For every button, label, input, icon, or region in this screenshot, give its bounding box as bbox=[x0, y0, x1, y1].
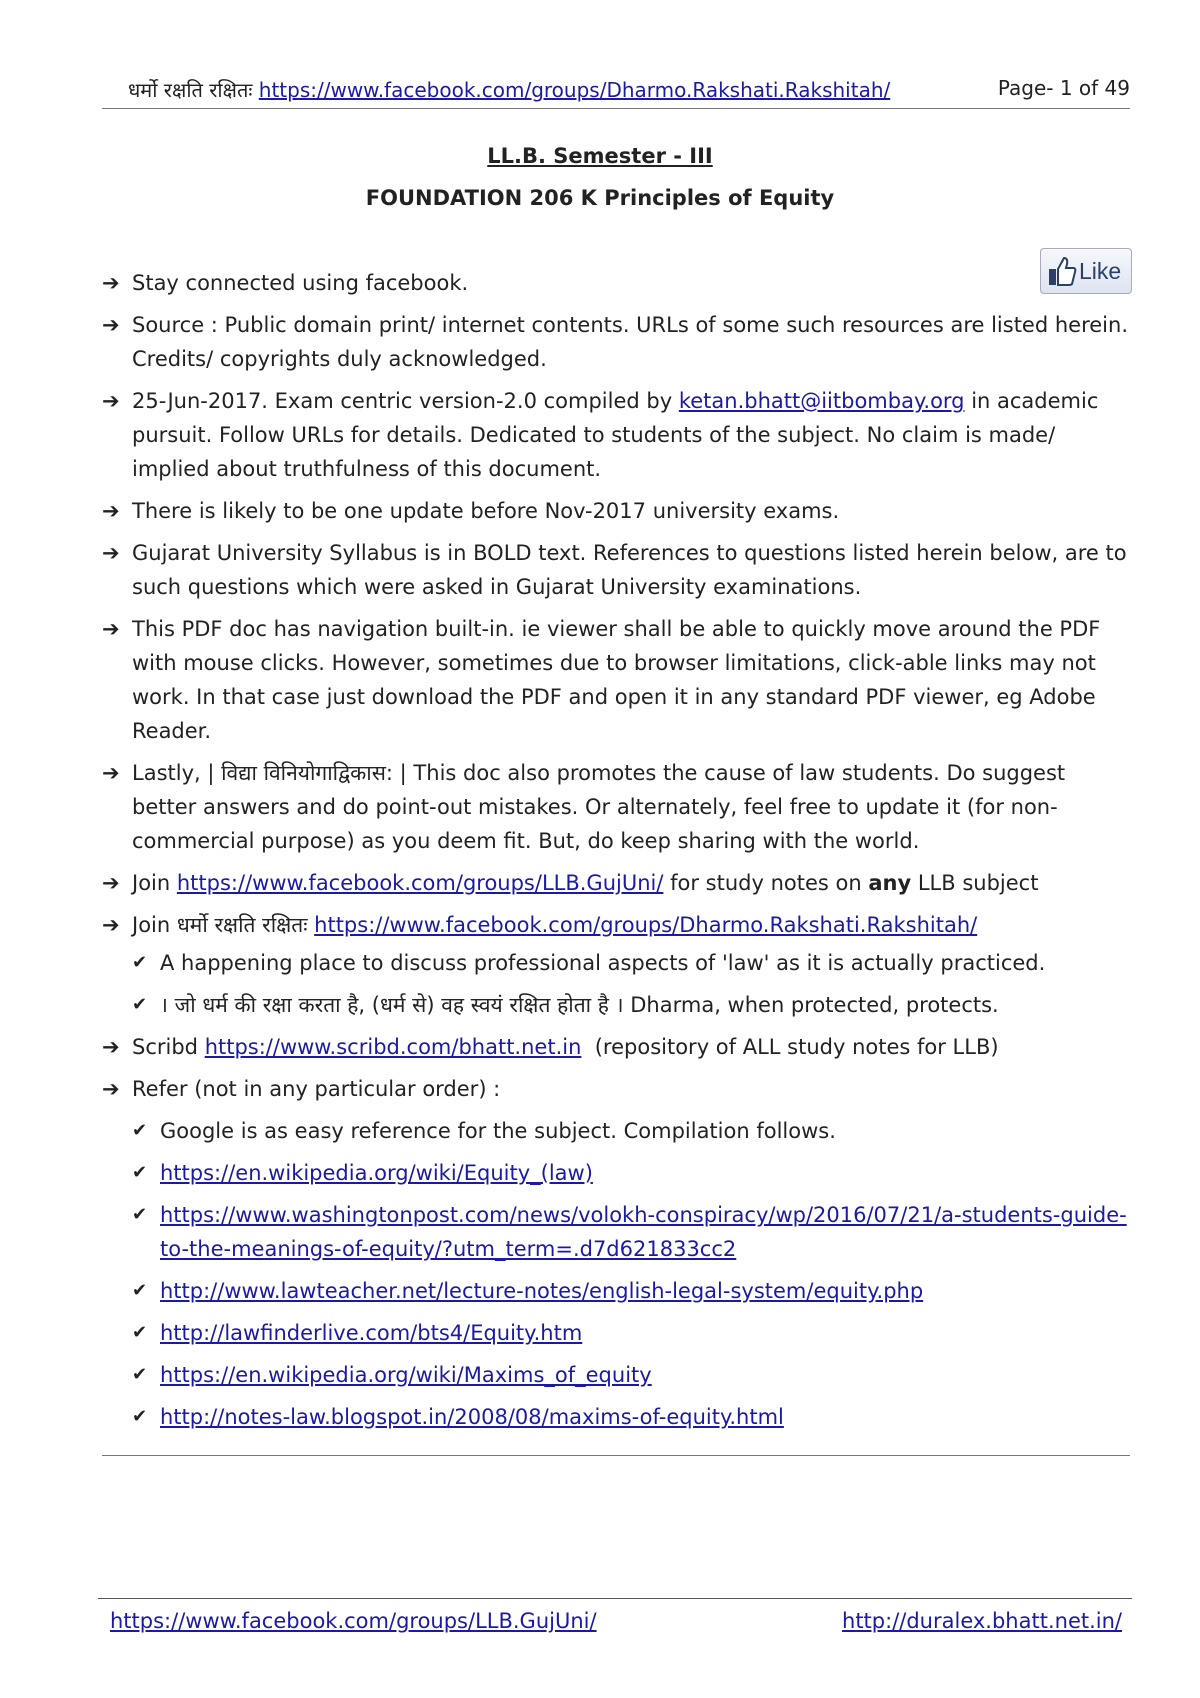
reference-link[interactable]: http://notes-law.blogspot.in/2008/08/maxims-of-equity.html bbox=[160, 1405, 784, 1429]
thumbs-up-icon bbox=[1047, 255, 1077, 287]
list-item-scribd bbox=[102, 1030, 1132, 1064]
arrow-icon: ➔ bbox=[102, 617, 120, 641]
item-text: in academic pursuit. Follow URLs for details. Dedicated to students of the subject. No claim is made/ implied about truthfulness of this document. bbox=[132, 389, 1099, 481]
llb-group-link[interactable]: https://www.facebook.com/groups/LLB.GujUni/ bbox=[176, 871, 664, 895]
checkmark-icon: ✔ bbox=[132, 1406, 148, 1427]
checkmark-icon: ✔ bbox=[132, 994, 148, 1015]
sub-item-text: । जो धर्म की रक्षा करता है, (धर्म से) वह स्वयं रक्षित होता है । Dharma, when protected, protects. bbox=[160, 993, 999, 1017]
item-text: Stay connected using facebook. bbox=[132, 271, 469, 295]
footer-right-link[interactable]: http://duralex.bhatt.net.in/ bbox=[842, 1609, 1122, 1633]
sub-item-ref2 bbox=[102, 1198, 1132, 1266]
item-text: LLB subject bbox=[911, 871, 1039, 895]
like-button[interactable] bbox=[1040, 248, 1132, 294]
list-item-join-dharmo bbox=[102, 908, 1132, 942]
sub-item-text: A happening place to discuss professional aspects of 'law' as it is actually practiced. bbox=[160, 951, 1046, 975]
reference-link[interactable]: https://www.washingtonpost.com/news/volokh-conspiracy/wp/2016/07/21/a-students-guide-to-the-meanings-of-equity/?utm_term=.d7d621833cc2 bbox=[160, 1203, 1127, 1261]
item-text: 25-Jun-2017. Exam centric version-2.0 compiled by bbox=[132, 389, 679, 413]
sub-item-dharma bbox=[102, 988, 1132, 1022]
arrow-icon: ➔ bbox=[102, 761, 120, 785]
header-group bbox=[128, 76, 890, 103]
item-text: Lastly, | विद्या विनियोगाद्विकास: | This doc also promotes the cause of law students. Do suggest better answers and do point-out mistakes. Or alternately, feel free to update it (for non-commercial purpose) as you deem fit. But, do keep sharing with the world. bbox=[132, 761, 1066, 853]
list-item-refer bbox=[102, 1072, 1132, 1106]
checkmark-icon: ✔ bbox=[132, 1204, 148, 1225]
item-text: Join धर्मो रक्षति रक्षितः bbox=[132, 913, 315, 937]
list-item-update bbox=[102, 494, 1132, 528]
arrow-icon: ➔ bbox=[102, 1077, 120, 1101]
checkmark-icon: ✔ bbox=[132, 1322, 148, 1343]
arrow-icon: ➔ bbox=[102, 389, 120, 413]
content-divider bbox=[102, 1455, 1130, 1456]
checkmark-icon: ✔ bbox=[132, 1280, 148, 1301]
document-title: LL.B. Semester - III bbox=[487, 144, 713, 168]
page-header bbox=[102, 76, 1130, 109]
list-item-source bbox=[102, 308, 1132, 376]
scribd-link[interactable]: https://www.scribd.com/bhatt.net.in bbox=[204, 1035, 582, 1059]
item-text: This PDF doc has navigation built-in. ie viewer shall be able to quickly move around the PDF with mouse clicks. However, sometimes due to browser limitations, click-able links may not work. In that case just download the PDF and open it in any standard PDF viewer, eg Adobe Reader. bbox=[132, 617, 1101, 743]
checkmark-icon: ✔ bbox=[132, 1162, 148, 1183]
document-body bbox=[102, 258, 1132, 1442]
like-label: Like bbox=[1079, 258, 1122, 284]
sub-item-ref5 bbox=[102, 1358, 1132, 1392]
sub-item-ref4 bbox=[102, 1316, 1132, 1350]
sub-item-ref1 bbox=[102, 1156, 1132, 1190]
item-text: Gujarat University Syllabus is in BOLD text. References to questions listed herein below, are to such questions which were asked in Gujarat University examinations. bbox=[132, 541, 1127, 599]
item-text: (repository of ALL study notes for LLB) bbox=[581, 1035, 999, 1059]
list-item-join-llb bbox=[102, 866, 1132, 900]
footer-left-link[interactable]: https://www.facebook.com/groups/LLB.GujUni/ bbox=[110, 1609, 597, 1633]
item-text: Join bbox=[132, 871, 177, 895]
arrow-icon: ➔ bbox=[102, 871, 120, 895]
list-item-syllabus bbox=[102, 536, 1132, 604]
page-number: Page- 1 of 49 bbox=[997, 76, 1130, 100]
arrow-icon: ➔ bbox=[102, 541, 120, 565]
reference-link[interactable]: http://www.lawteacher.net/lecture-notes/english-legal-system/equity.php bbox=[160, 1279, 924, 1303]
item-text: There is likely to be one update before Nov-2017 university exams. bbox=[132, 499, 840, 523]
sub-item-happening bbox=[102, 946, 1132, 980]
list-item-stay bbox=[102, 258, 1132, 300]
list-item-version bbox=[102, 384, 1132, 486]
sub-item-ref3 bbox=[102, 1274, 1132, 1308]
checkmark-icon: ✔ bbox=[132, 1364, 148, 1385]
header-group-label: धर्मो रक्षति रक्षितः bbox=[128, 78, 253, 102]
item-text: Refer (not in any particular order) : bbox=[132, 1077, 501, 1101]
reference-link[interactable]: http://lawfinderlive.com/bts4/Equity.htm bbox=[160, 1321, 583, 1345]
checkmark-icon: ✔ bbox=[132, 952, 148, 973]
arrow-icon: ➔ bbox=[102, 1035, 120, 1059]
arrow-icon: ➔ bbox=[102, 499, 120, 523]
item-text: for study notes on bbox=[663, 871, 869, 895]
item-bold-text: any bbox=[868, 871, 912, 895]
list-item-navigation bbox=[102, 612, 1132, 748]
sub-item-ref6 bbox=[102, 1400, 1132, 1434]
sub-item-google bbox=[102, 1114, 1132, 1148]
list-item-lastly bbox=[102, 756, 1132, 858]
arrow-icon: ➔ bbox=[102, 913, 120, 937]
reference-link[interactable]: https://en.wikipedia.org/wiki/Maxims_of_equity bbox=[160, 1363, 652, 1387]
item-text: Source : Public domain print/ internet contents. URLs of some such resources are listed herein. Credits/ copyrights duly acknowledged. bbox=[132, 313, 1128, 371]
arrow-icon: ➔ bbox=[102, 271, 120, 295]
checkmark-icon: ✔ bbox=[132, 1120, 148, 1141]
reference-link[interactable]: https://en.wikipedia.org/wiki/Equity_(law) bbox=[160, 1161, 593, 1185]
dharmo-group-link[interactable]: https://www.facebook.com/groups/Dharmo.Rakshati.Rakshitah/ bbox=[314, 913, 978, 937]
document-subtitle: FOUNDATION 206 K Principles of Equity bbox=[365, 186, 835, 210]
arrow-icon: ➔ bbox=[102, 313, 120, 337]
email-link[interactable]: ketan.bhatt@iitbombay.org bbox=[678, 389, 965, 413]
item-text: Scribd bbox=[132, 1035, 205, 1059]
header-group-link[interactable]: https://www.facebook.com/groups/Dharmo.Rakshati.Rakshitah/ bbox=[258, 78, 891, 102]
page-footer bbox=[98, 1598, 1132, 1639]
sub-item-text: Google is as easy reference for the subject. Compilation follows. bbox=[160, 1119, 836, 1143]
